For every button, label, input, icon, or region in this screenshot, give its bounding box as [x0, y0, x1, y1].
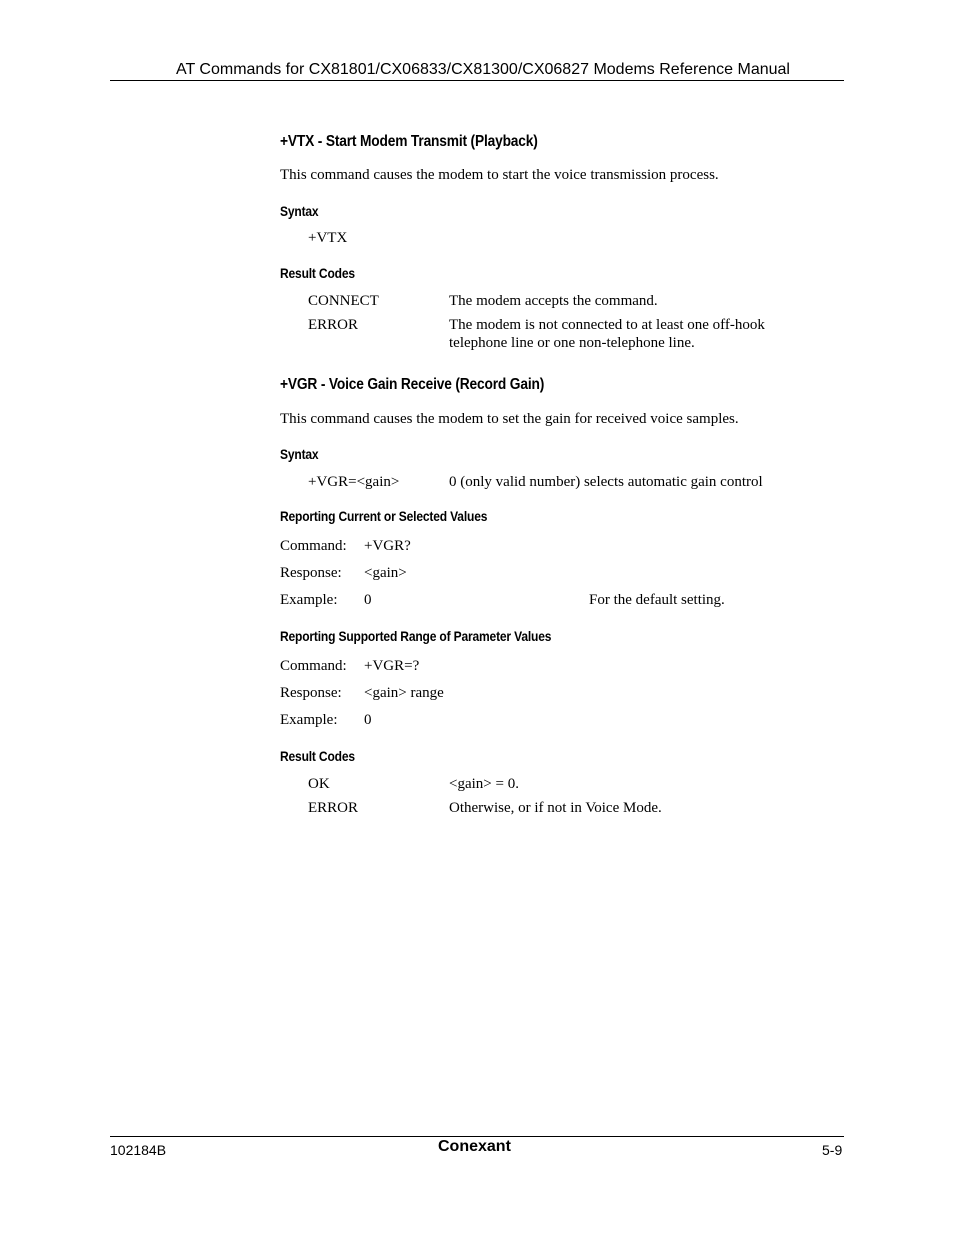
vgr-supported-response-label: Response:	[280, 685, 342, 701]
vgr-heading: +VGR - Voice Gain Receive (Record Gain)	[280, 376, 545, 393]
vgr-current-command: +VGR?	[364, 538, 411, 554]
vtx-syntax-heading: Syntax	[280, 203, 319, 219]
vgr-result-code-ok: OK	[308, 776, 330, 792]
vtx-result-code-connect: CONNECT	[308, 293, 379, 309]
running-header: AT Commands for CX81801/CX06833/CX81300/CX06827 Modems Reference Manual	[176, 61, 790, 78]
vgr-current-response-label: Response:	[280, 565, 342, 581]
vtx-result-code-error: ERROR	[308, 317, 359, 333]
vgr-supported-example-label: Example:	[280, 712, 338, 728]
footer-doc-number: 102184B	[110, 1142, 167, 1158]
vtx-result-desc-error-line1: The modem is not connected to at least one off-hook	[449, 317, 765, 333]
vgr-result-heading: Result Codes	[280, 748, 355, 764]
vgr-current-example-note: For the default setting.	[589, 592, 725, 608]
vtx-result-heading: Result Codes	[280, 265, 355, 281]
vgr-current-example-label: Example:	[280, 592, 338, 608]
vtx-description: This command causes the modem to start the voice transmission process.	[280, 167, 719, 183]
vtx-result-desc-error-line2: telephone line or one non-telephone line.	[449, 335, 695, 351]
vgr-supported-response: <gain> range	[364, 685, 444, 701]
vgr-current-command-label: Command:	[280, 538, 347, 554]
vgr-syntax-heading: Syntax	[280, 446, 319, 462]
vgr-supported-command-label: Command:	[280, 658, 347, 674]
vtx-result-desc-connect: The modem accepts the command.	[449, 293, 658, 309]
vgr-current-heading: Reporting Current or Selected Values	[280, 508, 488, 524]
vgr-supported-command: +VGR=?	[364, 658, 420, 674]
vgr-current-example: 0	[364, 592, 372, 608]
vgr-result-desc-error: Otherwise, or if not in Voice Mode.	[449, 800, 662, 816]
vtx-heading: +VTX - Start Modem Transmit (Playback)	[280, 133, 538, 150]
vgr-description: This command causes the modem to set the gain for received voice samples.	[280, 411, 739, 427]
footer-brand: Conexant	[438, 1138, 511, 1155]
vgr-syntax-description: 0 (only valid number) selects automatic gain control	[449, 474, 763, 490]
vgr-supported-heading: Reporting Supported Range of Parameter Values	[280, 628, 552, 644]
vgr-supported-example: 0	[364, 712, 372, 728]
header-rule	[110, 80, 844, 81]
vtx-syntax: +VTX	[308, 230, 348, 246]
vgr-result-code-error: ERROR	[308, 800, 359, 816]
vgr-current-response: <gain>	[364, 565, 407, 581]
vgr-result-desc-ok: <gain> = 0.	[449, 776, 519, 792]
footer-rule	[110, 1136, 844, 1137]
vgr-syntax: +VGR=<gain>	[308, 474, 400, 490]
footer-page-number: 5-9	[822, 1142, 843, 1158]
